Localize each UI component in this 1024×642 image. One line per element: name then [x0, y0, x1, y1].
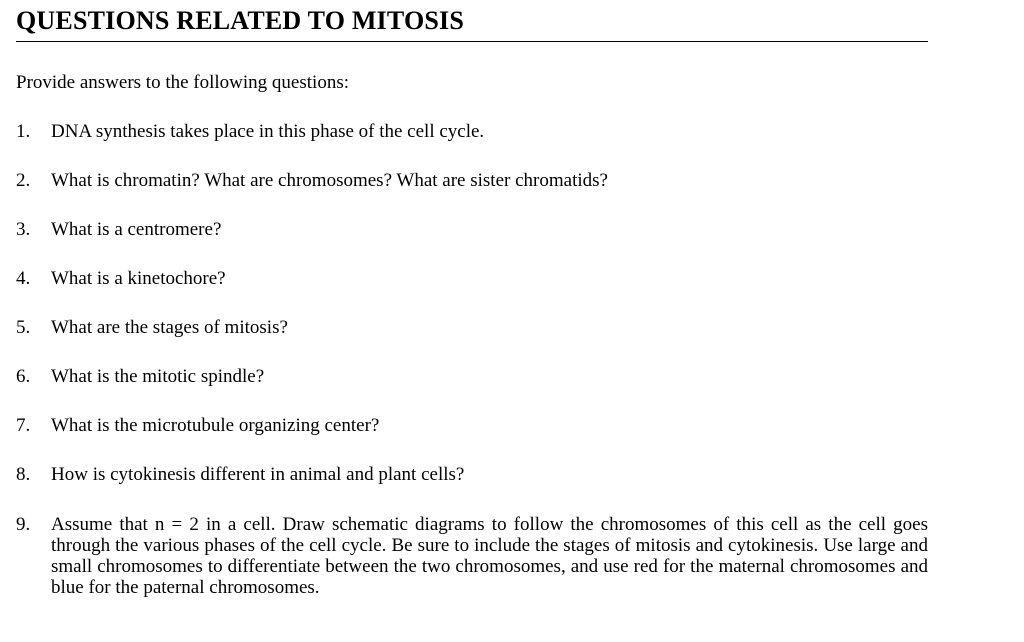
question-item — [16, 121, 928, 143]
question-number: 6. — [16, 366, 31, 387]
question-item — [16, 170, 928, 192]
question-text: What is the microtubule organizing center? — [51, 415, 380, 436]
question-number: 9. — [16, 514, 31, 535]
question-number: 4. — [16, 268, 31, 289]
question-number: 7. — [16, 415, 31, 436]
question-text: What is chromatin? What are chromosomes? What are sister chromatids? — [51, 170, 608, 191]
question-number: 1. — [16, 121, 31, 142]
title-underline — [16, 41, 928, 42]
document-title: QUESTIONS RELATED TO MITOSIS — [16, 6, 465, 35]
question-text: What is a kinetochore? — [51, 268, 226, 289]
question-item — [16, 514, 928, 598]
question-text: What is a centromere? — [51, 219, 222, 240]
question-item — [16, 317, 928, 339]
question-text: Assume that n = 2 in a cell. Draw schematic diagrams to follow the chromosomes of this cell as the cell goes through the various phases of the cell cycle. Be sure to include the stages of mitosis and cytokinesis. Use large and small chromosomes to differentiate between the two chromosomes, and use red for the maternal chromosomes and blue for the paternal chromosomes. — [51, 514, 928, 598]
question-item — [16, 268, 928, 290]
question-item — [16, 219, 928, 241]
question-text: How is cytokinesis different in animal and plant cells? — [51, 464, 465, 485]
question-text: What are the stages of mitosis? — [51, 317, 288, 338]
instructions-text: Provide answers to the following questions: — [16, 72, 349, 93]
question-item — [16, 366, 928, 388]
question-number: 8. — [16, 464, 31, 485]
question-text: What is the mitotic spindle? — [51, 366, 265, 387]
question-number: 3. — [16, 219, 31, 240]
question-text: DNA synthesis takes place in this phase of the cell cycle. — [51, 121, 485, 142]
question-item — [16, 415, 928, 437]
question-item — [16, 464, 928, 486]
question-number: 2. — [16, 170, 31, 191]
question-number: 5. — [16, 317, 31, 338]
